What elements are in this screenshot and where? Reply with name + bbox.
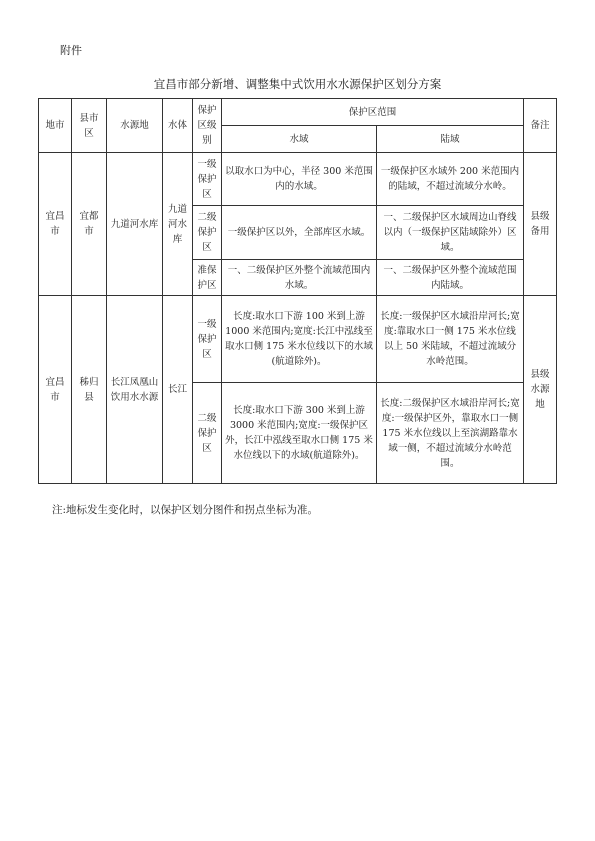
- protection-zone-table: [38, 98, 557, 484]
- group1-remark: 县级备用: [524, 153, 557, 296]
- water-range: 长度:取水口下游 100 米到上游 1000 米范围内;宽度:长江中泓线至取水口侧 175 米水位线以下的水域(航道除外)。: [222, 296, 377, 383]
- header-source: 水源地: [107, 99, 163, 153]
- water-range: 一级保护区以外，全部库区水域。: [222, 206, 377, 260]
- group2-county: 秭归县: [72, 296, 107, 484]
- group2-city: 宜昌市: [39, 296, 72, 484]
- header-county: 县市区: [72, 99, 107, 153]
- group2-remark: 县级水源地: [524, 296, 557, 484]
- header-water-body: 水体: [163, 99, 193, 153]
- group1-county: 宜都市: [72, 153, 107, 296]
- zone-level: 二级保护区: [193, 383, 222, 484]
- land-range: 长度:一级保护区水域沿岸河长;宽度:靠取水口一侧 175 米水位线以上 50 米陆域，不超过流域分水岭范围。: [377, 296, 524, 383]
- header-water-area: 水域: [222, 126, 377, 153]
- zone-level: 二级保护区: [193, 206, 222, 260]
- zone-level: 一级保护区: [193, 153, 222, 206]
- water-range: 长度:取水口下游 300 米到上游 3000 米范围内;宽度:一级保护区外，长江中泓线至取水口侧 175 米水位线以下的水域(航道除外)。: [222, 383, 377, 484]
- table-row: [39, 296, 557, 383]
- land-range: 一级保护区水域外 200 米范围内的陆域，不超过流域分水岭。: [377, 153, 524, 206]
- group2-water-body: 长江: [163, 296, 193, 484]
- land-range: 一、二级保护区水域周边山脊线以内（一级保护区陆域除外）区域。: [377, 206, 524, 260]
- zone-level: 一级保护区: [193, 296, 222, 383]
- land-range: 长度:二级保护区水域沿岸河长;宽度:一级保护区外，靠取水口一侧 175 米水位线以上至滨湖路靠水域一侧，不超过流域分水岭范围。: [377, 383, 524, 484]
- header-city: 地市: [39, 99, 72, 153]
- document-title: 宜昌市部分新增、调整集中式饮用水水源保护区划分方案: [153, 77, 442, 91]
- zone-level: 准保护区: [193, 260, 222, 296]
- group1-city: 宜昌市: [39, 153, 72, 296]
- footnote: 注:地标发生变化时，以保护区划分图件和拐点坐标为准。: [52, 504, 319, 516]
- group2-source: 长江凤凰山饮用水水源: [107, 296, 163, 484]
- water-range: 一、二级保护区外整个流域范围内水域。: [222, 260, 377, 296]
- header-land-area: 陆域: [377, 126, 524, 153]
- group1-water-body: 九道河水库: [163, 153, 193, 296]
- attachment-label: 附件: [60, 44, 82, 57]
- land-range: 一、二级保护区外整个流域范围内陆域。: [377, 260, 524, 296]
- table-row: [39, 153, 557, 206]
- header-zone-level: 保护区级别: [193, 99, 222, 153]
- header-remark: 备注: [524, 99, 557, 153]
- header-range: 保护区范围: [222, 99, 524, 126]
- group1-source: 九道河水库: [107, 153, 163, 296]
- water-range: 以取水口为中心，半径 300 米范围内的水域。: [222, 153, 377, 206]
- header-row: [39, 99, 557, 126]
